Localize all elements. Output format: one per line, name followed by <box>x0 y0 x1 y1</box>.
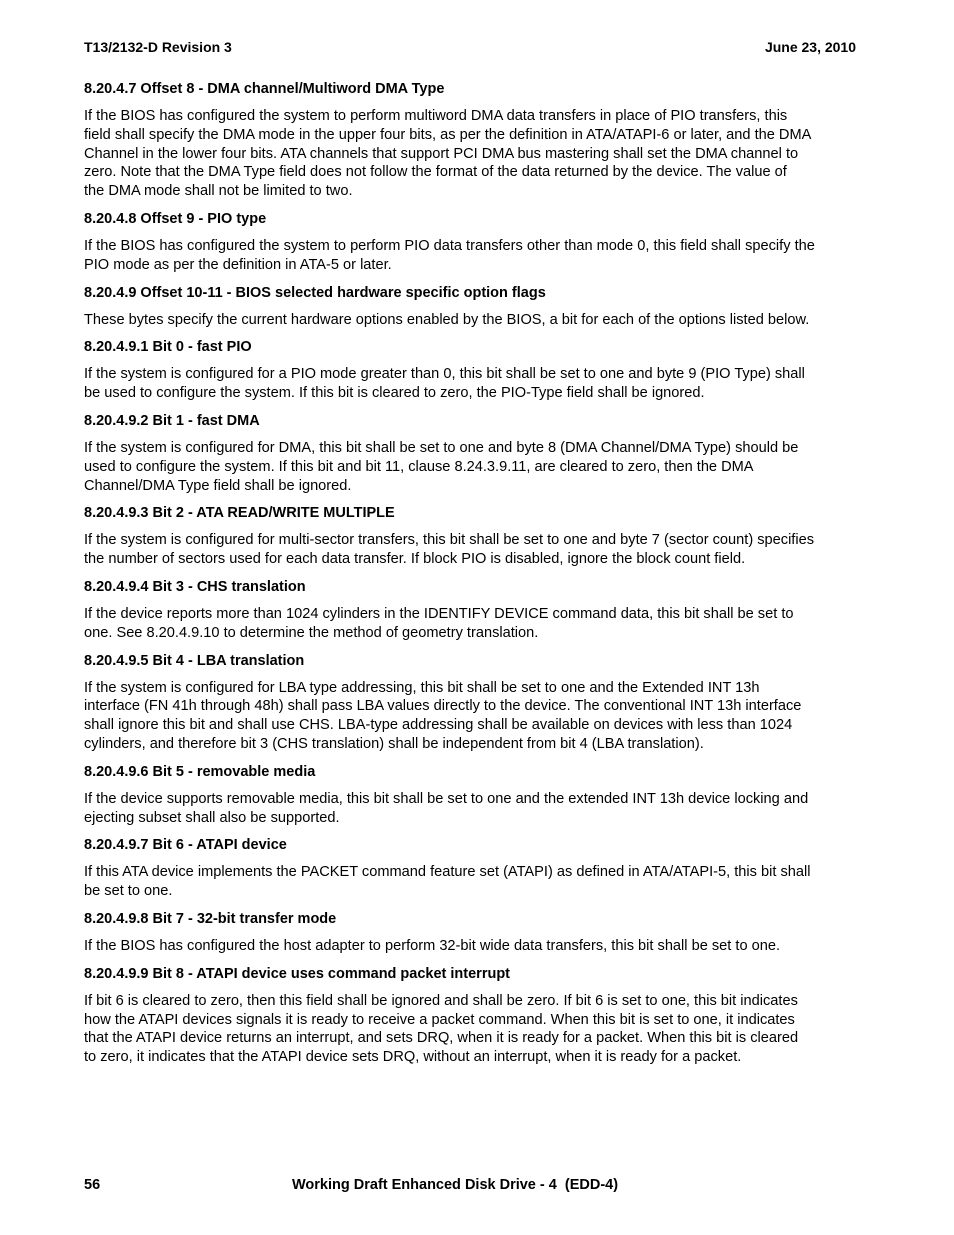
section-paragraph <box>84 937 864 956</box>
section-heading: 8.20.4.7 Offset 8 - DMA channel/Multiword DMA Type <box>84 81 445 97</box>
paragraph-line: PIO mode as per the definition in ATA-5 or later. <box>84 256 392 273</box>
paragraph-line: be set to one. <box>84 883 173 900</box>
paragraph-line: If this ATA device implements the PACKET command feature set (ATAPI) as defined in ATA/ATAPI-5, this bit shall <box>84 864 811 881</box>
page-header <box>84 38 856 56</box>
paragraph-line: ejecting subset shall also be supported. <box>84 809 340 826</box>
section <box>84 965 864 1067</box>
footer-title: Working Draft Enhanced Disk Drive - 4 (EDD-4) <box>292 1177 619 1193</box>
section <box>84 412 864 495</box>
paragraph-line: used to configure the system. If this bit and bit 11, clause 8.24.3.9.11, are cleared to zero, then the DMA <box>84 458 754 475</box>
paragraph-line: that the ATAPI device returns an interrupt, and sets DRQ, when it is ready for a packet. When this bit is cleared <box>84 1030 799 1047</box>
section <box>84 652 864 754</box>
section-heading: 8.20.4.9.8 Bit 7 - 32-bit transfer mode <box>84 910 337 927</box>
document-id: T13/2132-D Revision 3 <box>84 39 232 55</box>
document-body <box>84 80 864 1076</box>
section <box>84 284 864 330</box>
section <box>84 910 864 956</box>
section-heading: 8.20.4.9.3 Bit 2 - ATA READ/WRITE MULTIPLE <box>84 505 395 522</box>
section-paragraph <box>84 311 864 330</box>
section-heading: 8.20.4.9 Offset 10-11 - BIOS selected hardware specific option flags <box>84 284 546 301</box>
paragraph-line: Channel in the lower four bits. ATA channels that support PCI DMA bus mastering shall set the DMA channel to <box>84 145 799 162</box>
section-paragraph <box>84 439 864 495</box>
paragraph-line: to zero, it indicates that the ATAPI device sets DRQ, without an interrupt, when it is ready for a packet. <box>84 1049 742 1066</box>
section <box>84 210 864 275</box>
section <box>84 836 864 901</box>
page-number: 56 <box>84 1177 101 1193</box>
section-paragraph <box>84 605 864 643</box>
paragraph-line: If bit 6 is cleared to zero, then this field shall be ignored and shall be zero. If bit 6 is set to one, this bit indicates <box>84 992 798 1009</box>
section-heading: 8.20.4.9.5 Bit 4 - LBA translation <box>84 652 305 669</box>
section-paragraph <box>84 107 864 201</box>
paragraph-line: field shall specify the DMA mode in the upper four bits, as per the definition in ATA/ATAPI-6 or later, and the DMA <box>84 126 812 143</box>
section-paragraph <box>84 679 864 754</box>
paragraph-line: the number of sectors used for each data transfer. If block PIO is disabled, ignore the block count field. <box>84 551 746 568</box>
section <box>84 763 864 828</box>
section-heading: 8.20.4.9.4 Bit 3 - CHS translation <box>84 578 306 595</box>
paragraph-line: interface (FN 41h through 48h) shall pass LBA values directly to the device. The conventional INT 13h interface <box>84 698 802 715</box>
section-paragraph <box>84 790 864 828</box>
section-paragraph <box>84 863 864 901</box>
section <box>84 338 864 403</box>
paragraph-line: If the system is configured for LBA type addressing, this bit shall be set to one and the Extended INT 13h <box>84 679 760 696</box>
paragraph-line: These bytes specify the current hardware options enabled by the BIOS, a bit for each of the options listed below. <box>84 311 810 328</box>
section-paragraph <box>84 992 864 1067</box>
paragraph-line: how the ATAPI devices signals it is ready to receive a packet command. When this bit is set to one, it indicates <box>84 1011 795 1028</box>
page-footer <box>84 1176 884 1196</box>
section-paragraph <box>84 365 864 403</box>
section-heading: 8.20.4.8 Offset 9 - PIO type <box>84 210 267 227</box>
section-heading: 8.20.4.9.1 Bit 0 - fast PIO <box>84 339 252 356</box>
section-heading: 8.20.4.9.9 Bit 8 - ATAPI device uses command packet interrupt <box>84 965 511 982</box>
paragraph-line: shall ignore this bit and shall use CHS. LBA-type addressing shall be available on devices with less than 1024 <box>84 717 793 734</box>
paragraph-line: one. See 8.20.4.9.10 to determine the method of geometry translation. <box>84 624 539 641</box>
section-heading: 8.20.4.9.2 Bit 1 - fast DMA <box>84 412 260 429</box>
section-paragraph <box>84 531 864 569</box>
paragraph-line: the DMA mode shall not be limited to two. <box>84 183 353 200</box>
section-heading: 8.20.4.9.6 Bit 5 - removable media <box>84 763 316 780</box>
paragraph-line: If the device reports more than 1024 cylinders in the IDENTIFY DEVICE command data, this bit shall be set to <box>84 605 794 622</box>
paragraph-line: If the BIOS has configured the system to perform PIO data transfers other than mode 0, this field shall specify the <box>84 237 815 254</box>
paragraph-line: Channel/DMA Type field shall be ignored. <box>84 477 352 494</box>
paragraph-line: If the device supports removable media, this bit shall be set to one and the extended INT 13h device locking and <box>84 790 809 807</box>
section <box>84 504 864 569</box>
paragraph-line: If the BIOS has configured the host adapter to perform 32-bit wide data transfers, this bit shall be set to one. <box>84 937 781 954</box>
section <box>84 578 864 643</box>
paragraph-line: If the system is configured for multi-sector transfers, this bit shall be set to one and byte 7 (sector count) specifies <box>84 532 815 549</box>
section-paragraph <box>84 237 864 275</box>
paragraph-line: be used to configure the system. If this bit is cleared to zero, the PIO-Type field shall be ignored. <box>84 385 705 402</box>
section-heading: 8.20.4.9.7 Bit 6 - ATAPI device <box>84 837 287 854</box>
paragraph-line: If the system is configured for a PIO mode greater than 0, this bit shall be set to one and byte 9 (PIO Type) shall <box>84 366 805 383</box>
paragraph-line: If the BIOS has configured the system to perform multiword DMA data transfers in place of PIO transfers, this <box>84 108 788 124</box>
document-date: June 23, 2010 <box>764 39 856 55</box>
paragraph-line: If the system is configured for DMA, this bit shall be set to one and byte 8 (DMA Channel/DMA Type) should be <box>84 439 799 456</box>
paragraph-line: zero. Note that the DMA Type field does not follow the format of the data returned by the device. The value of <box>84 164 787 181</box>
section <box>84 80 864 201</box>
paragraph-line: cylinders, and therefore bit 3 (CHS translation) shall be independent from bit 4 (LBA translation). <box>84 735 704 752</box>
